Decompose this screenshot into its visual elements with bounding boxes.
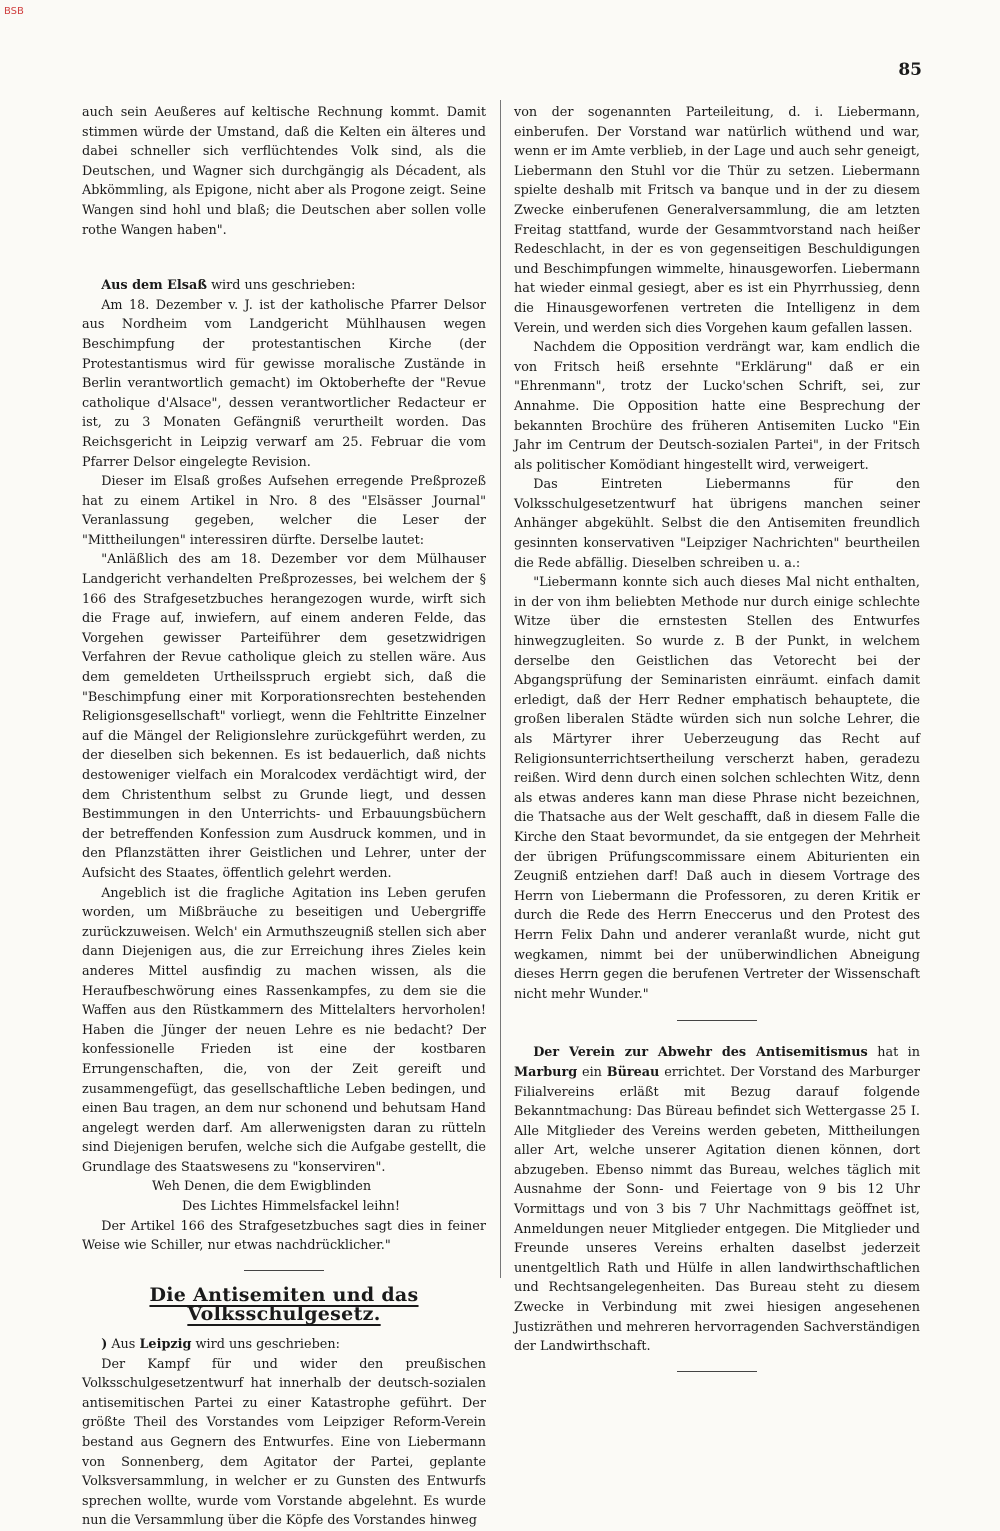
elsass-opening <box>82 276 486 296</box>
elsass-paragraph-4: "Anläßlich des am 18. Dezember vor dem Mülhauser Landgericht verhandelten Preßprozesses, bei welchem der § 166 des Strafgesetzbuches herangezogen wurde, wirft sich die Frage auf, inwiefern, auf einem anderen Felde, das Vorgehen gewisser Parteiführer dem gesetzwidrigen Verfahren der Revue catholique gleich zu stellen wäre. Aus dem gemeldeten Urtheilsspruch ergiebt sich, daß die "Beschimpfung einer mit Korporationsrechten bestehenden Religionsgesellschaft" vorliegt, wenn die Fehltritte Einzelner auf die Mängel der Religionslehre zurückgeführt werden, zu der dieselben sich bekennen. Es ist bedauerlich, daß nichts destoweniger vielfach ein Moralcodex verdächtigt wird, der dem Christenthum selbst zu Grunde liegt, und dessen Bestimmungen in den Unterrichts- und Erbauungsbüchern der betreffenden Konfession zum Ausdruck kommen, und in den Pflanzstätten ihrer Geistlichen und Lehrer, unter der Aufsicht des Staates, öffentlich gelehrt werden. <box>82 552 486 881</box>
leipzig-opening-rest: wird uns geschrieben: <box>191 1337 340 1353</box>
elsass-paragraph-3: Dieser im Elsaß großes Aufsehen erregende Preßprozeß hat zu einem Artikel in Nro. 8 des "Elsässer Journal" Veranlassung gegeben, welcher die Leser der "Mittheilungen" interessiren dürfte. Derselbe lautet: <box>82 474 486 548</box>
leipzig-bracket: ) <box>101 1337 108 1353</box>
verse-line-1: Weh Denen, die dem Ewigblinden <box>152 1179 372 1195</box>
section-headline: Die Antisemiten und das Volksschulgesetz. <box>149 1283 419 1326</box>
elsass-opening-rest: wird uns geschrieben: <box>207 278 356 294</box>
elsass-paragraph-2: Am 18. Dezember v. J. ist der katholische Pfarrer Delsor aus Nordheim vom Landgericht Mühlhausen wegen Beschimpfung der protestantischen Kirche (der Protestantismus wird für gewisse moralische Zustände in Berlin verantwortlich gemacht) im Oktoberhefte der "Revue catholique d'Alsace", dessen verantwortlicher Redacteur er ist, zu 3 Monaten Gefängniß verurtheilt worden. Das Reichsgericht in Leipzig verwarf am 25. Februar die vom Pfarrer Delsor eingelegte Revision. <box>82 297 486 470</box>
verein-mid-1: hat in <box>867 1045 921 1061</box>
elsass-paragraph-6: Der Artikel 166 des Strafgesetzbuches sagt dies in feiner Weise wie Schiller, nur etwas nachdrücklicher." <box>82 1218 486 1254</box>
verein-place: Marburg <box>514 1064 578 1080</box>
left-column <box>82 103 486 1531</box>
verein-office: Büreau <box>606 1064 660 1080</box>
leipzig-opening <box>82 1335 486 1355</box>
leipzig-lead: Leipzig <box>139 1337 192 1353</box>
verein-rest: errichtet. Der Vorstand des Marburger Filialvereins erläßt mit Bezug darauf folgende Bekanntmachung: Das Büreau befindet sich Wettergasse 25 I. Alle Mitglieder des Vereins werden gebeten, Mittheilungen aller Art, welche unserer Agitation dienen können, dort abzugeben. Ebenso nimmt das Bureau, welches täglich mit Ausnahme der Sonn- und Feiertage von 9 bis 12 Uhr Vormittags und von 3 bis 7 Uhr Nachmittags geöffnet ist, Anmeldungen neuer Mitglieder entgegen. Die Mitglieder und Freunde unseres Vereins erhalten daselbst jederzeit unentgeltlich Rath und Hülfe in allen landwirthschaftlichen und Rechtsangelegenheiten. Das Bureau steht zu diesem Zwecke in Verbindung mit zwei hiesigen angesehenen Justizräthen und mehreren hervorragenden Sachverständigen der Landwirthschaft. <box>514 1064 920 1355</box>
elsass-paragraph-5: Angeblich ist die fragliche Agitation ins Leben gerufen worden, um Mißbräuche zu beseitigen und Uebergriffe zurückzuweisen. Welch' ein Armuthszeugniß stellen sich aber dann Diejenigen aus, die zur Erreichung ihres Zieles kein anderes Mittel ausfindig zu machen wissen, als die Heraufbeschwörung eines Rassenkampfes, zu dem sie die Waffen aus den Rüstkammern des Mittelalters hervorholen! Haben die Jünger der neuen Lehre es nie bedacht? Der konfessionelle Frieden ist eine der kostbaren Errungenschaften, die, von der Zeit gereift und zusammengefügt, das gesellschaftliche Leben bedingen, und einen Bau tragen, an dem nur schonend und behutsam Hand angelegt werden darf. Am allerwenigsten daran zu rütteln sind Diejenigen berufen, welche sich die Aufgabe gestellt, die Grundlage des Staatswesens zu "konserviren". <box>82 885 486 1175</box>
leipzig-paragraph-5: Das Eintreten Liebermanns für den Volksschulgesetzentwurf hat übrigens manchen seiner Anhänger abgekühlt. Selbst die den Antisemiten freundlich gesinnten konservativen "Leipziger Nachrichten" beurtheilen die Rede abfällig. Dieselben schreiben u. a.: <box>514 477 920 571</box>
elsass-lead: Aus dem Elsaß <box>101 278 207 294</box>
column-divider <box>500 100 501 1278</box>
verein-paragraph <box>514 1043 920 1357</box>
section-separator <box>244 1270 324 1271</box>
leipzig-quote: "Liebermann konnte sich auch dieses Mal nicht enthalten, in der von ihm beliebten Methode nur durch einige schlechte Witze über die ernstesten Stellen des Entwurfes hinwegzugleiten. So wurde z. B der Punkt, in welchem derselbe den Geistlichen das Vetorecht bei der Abgangsprüfung der Seminaristen einräumt. einfach damit erledigt, daß der Herr Redner emphatisch behauptete, die großen liberalen Städte würden sich nun solche Lehrer, die als Märtyrer ihrer Ueberzeugung das Recht auf Religionsunterrichtsertheilung verscherzt haben, geradezu reißen. Wird denn durch einen solchen schlechten Witz, denn als etwas anderes kann man diese Phrase nicht bezeichnen, die Thatsache aus der Welt geschafft, daß in diesem Falle die Kirche den Staat bevormundet, da sie entgegen der Mehrheit der übrigen Prüfungscommissare einem Abiturienten ein Zeugniß entziehen darf! Daß auch in diesem Vortrage des Herrn von Liebermann die Professoren, zu deren Kritik er durch die Rede des Herrn Eneccerus und den Protest des Herrn Felix Dahn und anderer veranlaßt wurde, nicht gut wegkamen, nimmt bei der unüberwindlichen Abneigung dieses Herrn gegen die berufenen Vertreter der Wissenschaft nicht mehr Wunder." <box>514 575 920 1002</box>
verein-lead: Der Verein zur Abwehr des Antisemitismus <box>533 1045 868 1061</box>
page-number: 85 <box>898 60 922 80</box>
verse-line-2: Des Lichtes Himmelsfackel leihn! <box>182 1199 400 1215</box>
leipzig-paragraph-4: Nachdem die Opposition verdrängt war, kam endlich die von Fritsch heiß ersehnte "Erklärung" daß er ein "Ehrenmann", trotz der Lucko'schen Schrift, sei, zur Annahme. Die Opposition hatte eine Besprechung der bekannten Brochüre des früheren Antisemiten Lucko "Ein Jahr im Centrum der Deutsch-sozialen Partei", in der Fritsch als politischer Komödiant hingestellt wird, verweigert. <box>514 340 920 473</box>
leipzig-paragraph-2: Der Kampf für und wider den preußischen Volksschulgesetzentwurf hat innerhalb der deutsch-sozialen antisemitischen Partei zu einer Katastrophe geführt. Der größte Theil des Vorstandes vom Leipziger Reform-Verein bestand aus Gegnern des Entwurfes. Eine von Liebermann von Sonnenberg, dem Agitator der Partei, geplante Volksversammlung, in welcher er zu Gunsten des Entwurfs sprechen wollte, wurde vom Vorstande abgelehnt. Es wurde nun die Versammlung über die Köpfe des Vorstandes hinweg <box>82 1356 486 1529</box>
end-separator <box>677 1371 757 1372</box>
library-stamp: BSB <box>4 6 24 17</box>
article-separator <box>677 1020 757 1021</box>
leipzig-pre: Aus <box>107 1337 140 1353</box>
leipzig-continuation: von der sogenannten Parteileitung, d. i. Liebermann, einberufen. Der Vorstand war natürlich wüthend und war, wenn er im Amte verblieb, in der Lage und auch sehr geneigt, Liebermann den Stuhl vor die Thür zu setzen. Liebermann spielte deshalb mit Fritsch va banque und in der zu diesem Zwecke einberufenen Generalversammlung, die am letzten Freitag stattfand, wurde der Gesammtvorstand nach heißer Redeschlacht, in der es von gegenseitigen Beschuldigungen und Beschimpfungen wimmelte, hinausgeworfen. Liebermann hat wieder einmal gesiegt, aber es ist ein Phyrrhussieg, denn die Hinausgeworfenen vertreten die Intelligenz in dem Verein, und werden sich dies Vorgehen kaum gefallen lassen. <box>514 105 920 336</box>
right-column <box>514 103 920 1386</box>
verein-mid-2: ein <box>577 1064 607 1080</box>
intro-paragraph: auch sein Aeußeres auf keltische Rechnung kommt. Damit stimmen würde der Umstand, daß die Kelten ein älteres und dabei schneller sich verflüchtendes Volk sind, als die Deutschen, und Wagner sich durchgängig als Décadent, als Abkömmling, als Epigone, nicht aber als Progone zeigt. Seine Wangen sind hohl und blaß; die Deutschen aber sollen volle rothe Wangen haben". <box>82 105 486 238</box>
